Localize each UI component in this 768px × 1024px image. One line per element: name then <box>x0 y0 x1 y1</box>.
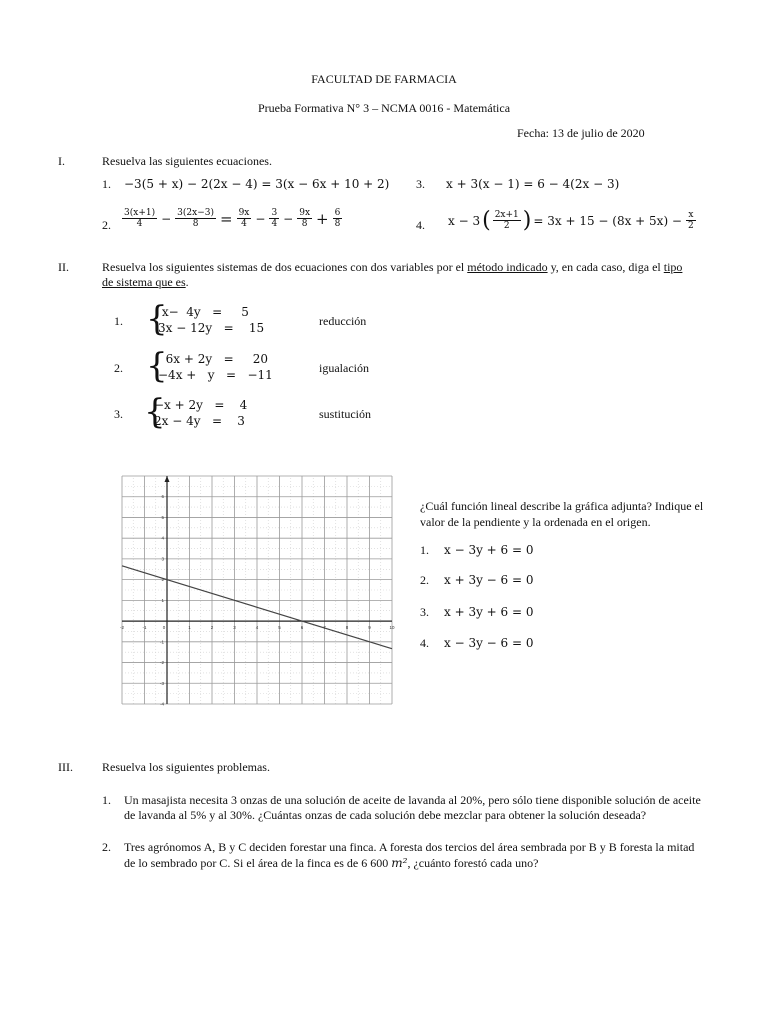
equation-4 <box>446 208 698 233</box>
fraction-numerator: x <box>686 210 696 221</box>
equation-2 <box>120 208 344 229</box>
test-date: Fecha: 13 de julio de 2020 <box>517 126 645 140</box>
operator: − <box>283 211 294 226</box>
section-instruction <box>102 260 682 275</box>
option-number: 2. <box>420 573 429 587</box>
operator: − <box>255 211 266 226</box>
instruction-underlined: tipo <box>663 260 683 274</box>
brace-icon: { <box>146 299 168 339</box>
y-tick-label: 6 <box>161 494 164 500</box>
brace-icon: { <box>144 392 166 432</box>
fraction-numerator: 3(2x−3) <box>177 208 214 218</box>
brace-icon: { <box>146 346 168 386</box>
y-tick-label: -2 <box>159 660 164 666</box>
fraction-denominator: 2 <box>503 221 510 231</box>
section-numeral: I. <box>58 154 65 168</box>
system-number: 2. <box>114 361 123 375</box>
problem-text: de lo sembrado por C. Si el área de la finca es de 6 600 <box>124 856 392 870</box>
equation-number: 4. <box>416 218 425 232</box>
y-tick-label: 3 <box>161 556 164 562</box>
x-tick-label: 8 <box>345 625 349 631</box>
system-row: −4x + y = −11 <box>158 368 273 382</box>
fraction-denominator: 4 <box>241 219 247 229</box>
section-instruction: Resuelva los siguientes problemas. <box>102 760 270 774</box>
instruction-underlined: método indicado <box>467 260 548 274</box>
faculty-title: FACULTAD DE FARMACIA <box>311 72 457 86</box>
system-row: −x + 2y = 4 <box>154 398 248 412</box>
fraction-denominator: 8 <box>334 219 341 229</box>
fraction-numerator: 6 <box>334 208 341 218</box>
system-number: 1. <box>114 314 123 328</box>
y-tick-label: -3 <box>159 680 164 686</box>
y-tick-label: 1 <box>161 597 164 603</box>
x-tick-label: -1 <box>142 625 147 631</box>
section-instruction: Resuelva las siguientes ecuaciones. <box>102 154 272 168</box>
system-row: 2x − 4y = 3 <box>154 414 245 428</box>
option-number: 3. <box>420 605 429 619</box>
instruction-text: Resuelva los siguientes sistemas de dos ecuaciones con dos variables por el <box>102 260 468 274</box>
system-row: x− 4y = 5 <box>158 305 249 319</box>
x-tick-label: 9 <box>368 625 371 631</box>
y-axis-arrow-icon <box>165 476 170 482</box>
x-tick-label: 7 <box>323 625 326 631</box>
y-tick-label: 2 <box>161 577 164 583</box>
problem-number: 2. <box>102 840 111 854</box>
system-row: 3x − 12y = 15 <box>158 321 265 335</box>
x-tick-label: 2 <box>210 625 214 631</box>
y-tick-label: -4 <box>159 701 164 707</box>
instruction-text: y, en cada caso, diga el <box>547 260 664 274</box>
fraction-numerator: 2x+1 <box>494 210 519 220</box>
equation-number: 2. <box>102 218 111 232</box>
fraction-denominator: 4 <box>271 219 278 229</box>
x-tick-label: 0 <box>162 625 166 631</box>
option-number: 1. <box>420 543 429 557</box>
equation-part: x − 3 <box>448 213 481 228</box>
problem-text: , ¿cuánto forestó cada uno? <box>407 856 539 870</box>
system-method: sustitución <box>319 407 372 421</box>
x-tick-label: 3 <box>233 625 236 631</box>
fraction-numerator: 3(x+1) <box>124 208 156 218</box>
fraction-numerator: 9x <box>299 208 311 218</box>
option-equation: x − 3y − 6 = 0 <box>444 636 534 650</box>
option-equation: x − 3y + 6 = 0 <box>444 543 534 557</box>
system-method: igualación <box>319 361 369 375</box>
y-tick-label: 4 <box>161 535 164 541</box>
equation-part: = 3x + 15 − (8x + 5x) − <box>533 213 682 228</box>
test-title: Prueba Formativa N° 3 – NCMA 0016 - Matemática <box>257 101 511 115</box>
problem-number: 1. <box>102 793 111 807</box>
option-number: 4. <box>420 636 429 650</box>
paren-close-icon: ) <box>522 208 532 233</box>
x-tick-label: 4 <box>255 625 259 631</box>
operator: + <box>316 209 329 228</box>
section-instruction-line2 <box>102 275 189 290</box>
graph-question-text: ¿Cuál función lineal describe la gráfica adjunta? Indique el valor de la pendiente y la ordenada en el origen. <box>420 499 704 529</box>
fraction-numerator: 9x <box>238 208 250 218</box>
system-number: 3. <box>114 407 123 421</box>
section-numeral: III. <box>58 760 73 774</box>
option-equation: x + 3y − 6 = 0 <box>444 573 534 587</box>
paren-open-icon: ( <box>482 208 491 233</box>
y-tick-label: -1 <box>159 639 164 645</box>
fraction-denominator: 2 <box>688 221 694 231</box>
instruction-text: . <box>185 275 189 289</box>
option-equation: x + 3y + 6 = 0 <box>444 605 534 619</box>
linear-function-graph <box>118 470 398 710</box>
problem-2-line: Tres agrónomos A, B y C deciden forestar una finca. A foresta dos tercios del área sembrada por B y B foresta la mitad <box>124 840 695 854</box>
problem-1-line: Un masajista necesita 3 onzas de una solución de aceite de lavanda al 20%, pero sólo tiene disponible solución de aceite <box>124 793 701 807</box>
equation-3: x + 3(x − 1) = 6 − 4(2x − 3) <box>446 177 620 191</box>
fraction-denominator: 8 <box>301 219 308 229</box>
y-tick-label: 5 <box>161 514 164 520</box>
instruction-underlined: de sistema que es <box>102 275 186 289</box>
problem-1-line: de lavanda al 5% y al 30%. ¿Cuántas onzas de cada solución debe mezclar para obtener la solución deseada? <box>124 808 647 822</box>
equation-number: 3. <box>416 177 425 191</box>
section-numeral: II. <box>58 260 69 274</box>
fraction-denominator: 8 <box>192 219 199 229</box>
problem-2-line <box>124 856 538 871</box>
operator: = <box>219 209 233 228</box>
equation-1: −3(5 + x) − 2(2x − 4) = 3(x − 6x + 10 + 2) <box>124 177 390 191</box>
x-tick-label: 10 <box>389 625 395 631</box>
system-method: reducción <box>319 314 367 328</box>
equation-number: 1. <box>102 177 111 191</box>
fraction-denominator: 4 <box>136 219 143 229</box>
system-row: 6x + 2y = 20 <box>158 352 268 366</box>
x-tick-label: -2 <box>119 625 125 631</box>
x-tick-label: 5 <box>278 625 281 631</box>
fraction-numerator: 3 <box>271 208 278 218</box>
x-tick-label: 1 <box>188 625 191 631</box>
operator: − <box>161 211 172 226</box>
x-tick-label: 6 <box>300 625 304 631</box>
area-unit: m² <box>391 856 408 870</box>
